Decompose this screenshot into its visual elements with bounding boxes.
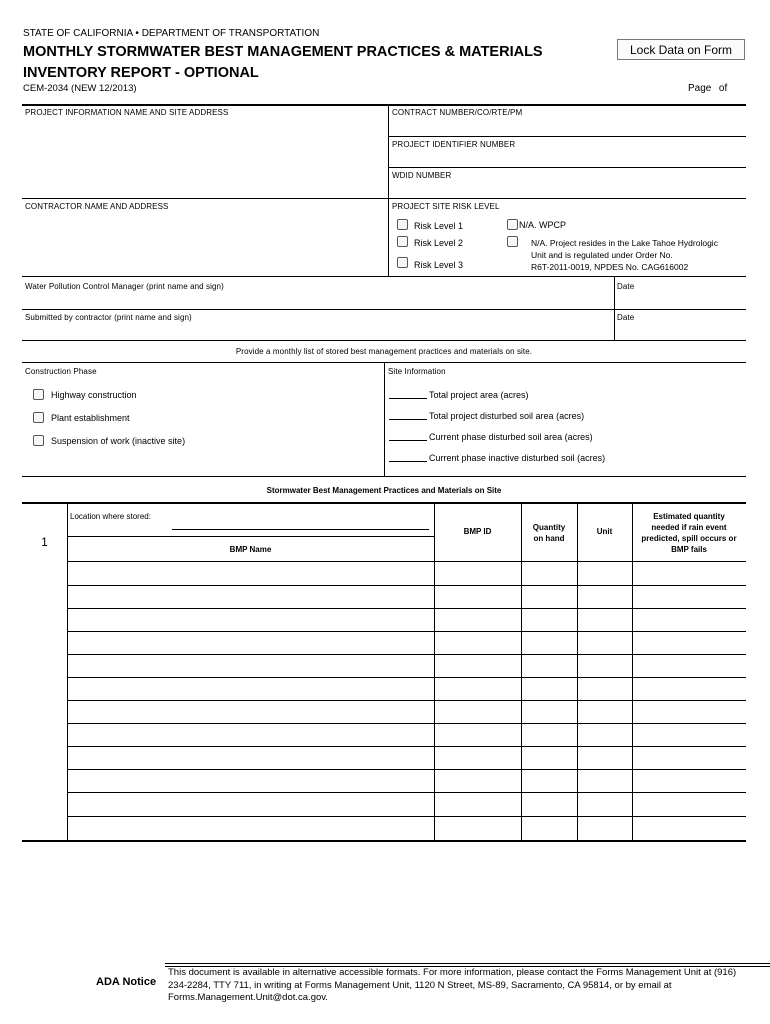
construction-phase-label: Construction Phase (25, 367, 97, 376)
bmp-id-header: BMP ID (463, 527, 492, 536)
est-line2: needed if rain event (651, 523, 727, 532)
risk-level-2-label: Risk Level 2 (414, 238, 464, 248)
est-line4: BMP fails (671, 545, 707, 554)
risk-level-label: PROJECT SITE RISK LEVEL (392, 202, 500, 211)
wdid-label: WDID NUMBER (392, 171, 452, 180)
suspension-of-work-label: Suspension of work (inactive site) (51, 436, 186, 446)
location-field[interactable] (172, 529, 429, 530)
na-tahoe-line3: R6T-2011-0019, NPDES No. CAG616002 (531, 262, 689, 272)
current-inactive-label: Current phase inactive disturbed soil (acres) (429, 453, 606, 463)
risk-level-1-label: Risk Level 1 (414, 221, 464, 231)
table-row[interactable] (67, 677, 746, 678)
submitted-date-label: Date (617, 313, 635, 322)
row-number: 1 (41, 535, 48, 549)
table-row[interactable] (67, 769, 746, 770)
agency-header: STATE OF CALIFORNIA • DEPARTMENT OF TRANSPORTATION (23, 28, 320, 39)
instructions-text: Provide a monthly list of stored best management practices and materials on site. (235, 347, 533, 356)
form-title-line1: MONTHLY STORMWATER BEST MANAGEMENT PRACTICES & MATERIALS (23, 44, 543, 60)
table-row[interactable] (67, 700, 746, 701)
table-row[interactable] (67, 792, 746, 793)
wpcm-label: Water Pollution Control Manager (print name and sign) (25, 282, 224, 291)
submitted-by-label: Submitted by contractor (print name and sign) (25, 313, 192, 322)
bmp-name-header: BMP Name (229, 545, 272, 554)
plant-establishment-label: Plant establishment (51, 413, 130, 423)
disturbed-area-label: Total project disturbed soil area (acres) (429, 411, 585, 421)
estimated-quantity-header (632, 511, 746, 555)
ada-notice-label: ADA Notice (96, 976, 157, 988)
total-area-label: Total project area (acres) (429, 390, 529, 400)
page-word: Page (688, 83, 712, 94)
table-row[interactable] (67, 746, 746, 747)
na-tahoe-text (531, 237, 718, 273)
table-row[interactable] (67, 654, 746, 655)
ada-line2: 234-2284, TTY 711, in writing at Forms Management Unit, 1120 N Street, MS-89, Sacramento, CA 95814, or by email at (168, 979, 672, 991)
lock-data-button[interactable]: Lock Data on Form (617, 39, 745, 60)
na-tahoe-checkbox[interactable] (507, 236, 518, 247)
bmp-section-title: Stormwater Best Management Practices and Materials on Site (266, 486, 502, 495)
quantity-header (521, 522, 577, 544)
page-label (688, 83, 727, 94)
na-wpcp-checkbox[interactable] (507, 219, 518, 230)
form-title-line2: INVENTORY REPORT - OPTIONAL (23, 65, 259, 81)
suspension-of-work-checkbox[interactable] (33, 435, 44, 446)
current-inactive-field[interactable] (389, 461, 427, 462)
highway-construction-label: Highway construction (51, 390, 137, 400)
est-line1: Estimated quantity (653, 512, 725, 521)
contractor-label: CONTRACTOR NAME AND ADDRESS (25, 202, 169, 211)
project-info-label: PROJECT INFORMATION NAME AND SITE ADDRESS (25, 108, 229, 117)
form-number: CEM-2034 (NEW 12/2013) (23, 83, 137, 94)
risk-level-3-checkbox[interactable] (397, 257, 408, 268)
na-tahoe-line1: N/A. Project resides in the Lake Tahoe Hydrologic (531, 238, 718, 248)
table-row[interactable] (67, 816, 746, 817)
project-identifier-label: PROJECT IDENTIFIER NUMBER (392, 140, 516, 149)
table-row[interactable] (67, 608, 746, 609)
total-area-field[interactable] (389, 398, 427, 399)
plant-establishment-checkbox[interactable] (33, 412, 44, 423)
table-row[interactable] (67, 723, 746, 724)
of-word: of (718, 83, 728, 94)
disturbed-area-field[interactable] (389, 419, 427, 420)
est-line3: predicted, spill occurs or (641, 534, 737, 543)
ada-notice-text (168, 967, 770, 1005)
quantity-line1: Quantity (532, 523, 566, 532)
contract-number-label: CONTRACT NUMBER/CO/RTE/PM (392, 108, 523, 117)
ada-line3: Forms.Management.Unit@dot.ca.gov. (168, 992, 328, 1003)
ada-line1: This document is available in alternative accessible formats. For more information, please contact the Forms Management Unit at (916) (168, 967, 737, 978)
table-row[interactable] (67, 631, 746, 632)
quantity-line2: on hand (533, 534, 565, 543)
location-label: Location where stored: (70, 512, 151, 521)
risk-level-3-label: Risk Level 3 (414, 260, 464, 270)
wpcm-date-label: Date (617, 282, 635, 291)
na-tahoe-line2: Unit and is regulated under Order No. (531, 250, 673, 260)
table-row[interactable] (67, 585, 746, 586)
na-wpcp-label: N/A. WPCP (519, 220, 567, 230)
highway-construction-checkbox[interactable] (33, 389, 44, 400)
unit-header: Unit (596, 527, 613, 536)
site-information-label: Site Information (388, 367, 446, 376)
current-disturbed-field[interactable] (389, 440, 427, 441)
current-disturbed-label: Current phase disturbed soil area (acres) (429, 432, 593, 442)
risk-level-2-checkbox[interactable] (397, 236, 408, 247)
risk-level-1-checkbox[interactable] (397, 219, 408, 230)
